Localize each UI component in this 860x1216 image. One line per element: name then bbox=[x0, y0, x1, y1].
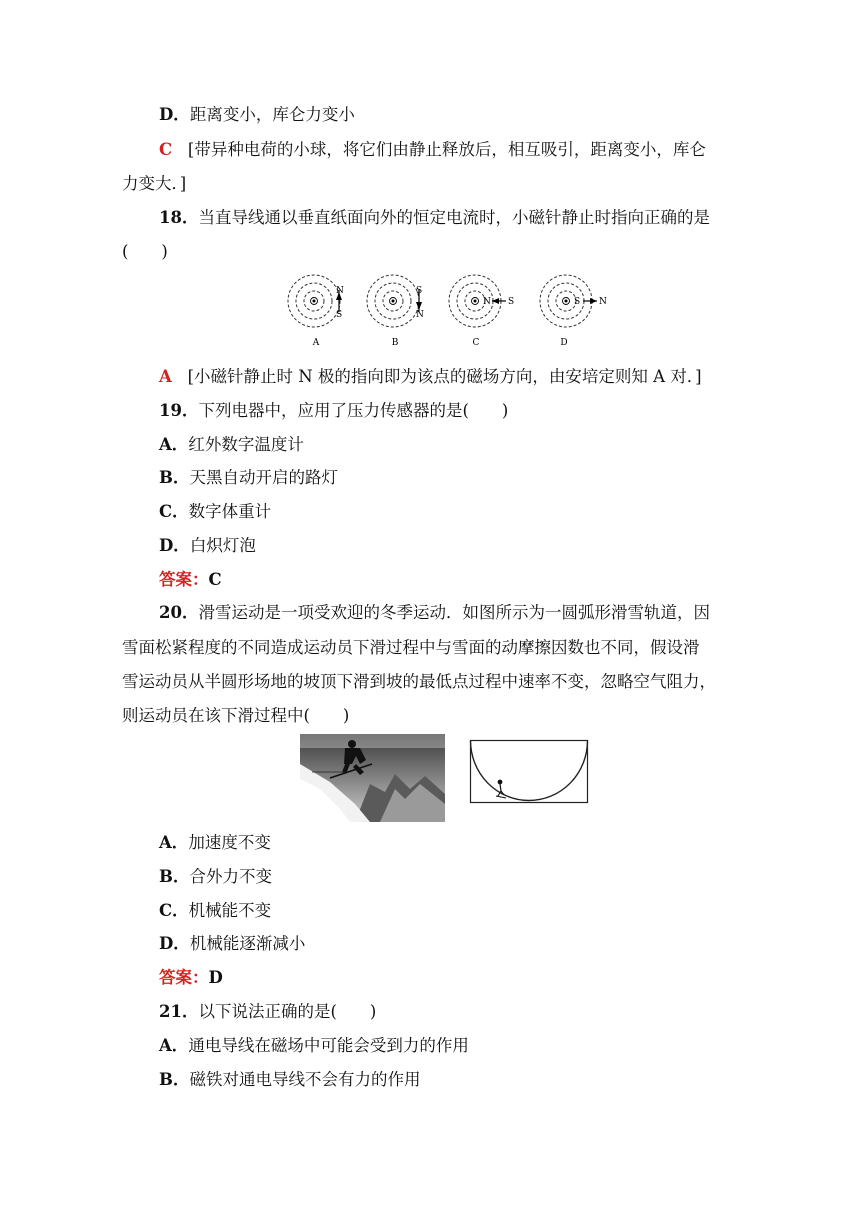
fig-label-b: B bbox=[391, 338, 399, 348]
q20-option-b: B．合外力不变 bbox=[159, 867, 272, 886]
q20-option-c: C．机械能不变 bbox=[159, 901, 272, 920]
svg-text:S: S bbox=[336, 310, 343, 320]
q20-stem: 20．滑雪运动是一项受欢迎的冬季运动．如图所示为一圆弧形滑雪轨道，因 bbox=[159, 603, 710, 622]
q20-option-a: A．加速度不变 bbox=[159, 833, 271, 852]
q20-stem-line4: 则运动员在该下滑过程中( ) bbox=[122, 706, 350, 725]
q19-stem: 19．下列电器中，应用了压力传感器的是( ) bbox=[159, 401, 509, 420]
svg-text:N: N bbox=[416, 310, 424, 320]
q18-answer-letter: A bbox=[159, 367, 172, 386]
compass-needle-b bbox=[416, 286, 424, 320]
q20-option-d: D．机械能逐渐减小 bbox=[159, 934, 306, 953]
q19-answer: 答案：C bbox=[159, 570, 222, 589]
compass-needle-d bbox=[574, 297, 607, 307]
q20-answer: 答案：D bbox=[159, 968, 223, 987]
svg-text:S: S bbox=[574, 297, 581, 307]
skier-photo bbox=[300, 734, 445, 822]
q20-stem-line3: 雪运动员从半圆形场地的坡顶下滑到坡的最低点过程中速率不变，忽略空气阻力， bbox=[122, 672, 716, 691]
q17-explanation-cont: 力变大．] bbox=[122, 174, 187, 193]
q19-option-b: B．天黑自动开启的路灯 bbox=[159, 468, 338, 487]
q20-stem-line2: 雪面松紧程度的不同造成运动员下滑过程中与雪面的动摩擦因数也不同，假设滑 bbox=[122, 638, 700, 657]
half-pipe-diagram bbox=[468, 738, 590, 808]
svg-text:N: N bbox=[483, 297, 491, 307]
q17-option-d: D．距离变小，库仑力变小 bbox=[159, 105, 355, 124]
q21-option-a: A．通电导线在磁场中可能会受到力的作用 bbox=[159, 1036, 469, 1055]
svg-text:S: S bbox=[416, 286, 423, 296]
fig-label-a: A bbox=[312, 338, 320, 348]
svg-text:N: N bbox=[336, 286, 344, 296]
q21-option-b: B．磁铁对通电导线不会有力的作用 bbox=[159, 1070, 421, 1089]
svg-text:N: N bbox=[599, 297, 607, 307]
q21-stem: 21．以下说法正确的是( ) bbox=[159, 1002, 377, 1021]
svg-text:S: S bbox=[508, 297, 515, 307]
q19-option-c: C．数字体重计 bbox=[159, 502, 272, 521]
q18-answer-explanation: A [小磁针静止时 N 极的指向即为该点的磁场方向，由安培定则知 A 对．] bbox=[159, 367, 702, 386]
q19-option-d: D．白炽灯泡 bbox=[159, 536, 256, 555]
q18-compass-figure bbox=[280, 268, 620, 350]
q17-answer-explanation: C [带异种电荷的小球，将它们由静止释放后，相互吸引，距离变小，库仑 bbox=[159, 140, 706, 159]
q18-stem: 18．当直导线通以垂直纸面向外的恒定电流时，小磁针静止时指向正确的是 bbox=[159, 208, 710, 227]
q19-option-a: A．红外数字温度计 bbox=[159, 435, 304, 454]
fig-label-c: C bbox=[472, 338, 480, 348]
compass-needle-c bbox=[483, 297, 514, 307]
q18-stem-cont: ( ) bbox=[122, 242, 168, 261]
fig-label-d: D bbox=[560, 338, 568, 348]
q17-answer-letter: C bbox=[159, 140, 173, 159]
